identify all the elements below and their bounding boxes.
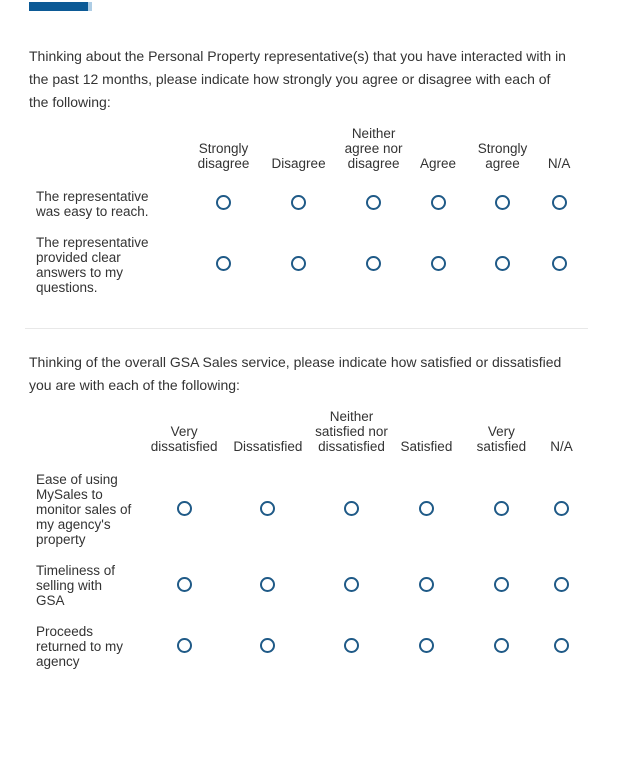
column-header-text: Very satisfied: [476, 424, 527, 454]
column-header: [546, 409, 577, 464]
radio-cell: [396, 464, 457, 555]
column-header: [412, 126, 464, 181]
radio-button[interactable]: [260, 577, 275, 592]
row-label-text: Proceeds returned to my agency: [36, 624, 124, 669]
radio-button[interactable]: [216, 195, 231, 210]
radio-button[interactable]: [366, 195, 381, 210]
column-header: [185, 126, 262, 181]
row-label-text: Ease of using MySales to monitor sales of my agency's property: [36, 472, 132, 547]
section-divider: [25, 328, 588, 329]
radio-cell: [140, 555, 229, 616]
column-header: [229, 409, 307, 464]
row-label-text: Timeliness of selling with GSA: [36, 563, 116, 608]
matrix-row: [29, 227, 577, 303]
radio-cell: [457, 464, 546, 555]
column-header-text: Dissatisfied: [233, 439, 303, 454]
matrix-header-row: [29, 126, 577, 181]
radio-button[interactable]: [552, 256, 567, 271]
column-header-text: Strongly agree: [477, 141, 528, 171]
radio-cell: [307, 616, 396, 677]
radio-button[interactable]: [495, 195, 510, 210]
matrix-row: [29, 181, 577, 227]
column-header-text: Disagree: [271, 156, 326, 171]
radio-cell: [262, 227, 335, 303]
radio-cell: [335, 181, 412, 227]
radio-cell: [457, 616, 546, 677]
radio-cell: [229, 616, 307, 677]
radio-cell: [229, 555, 307, 616]
radio-cell: [412, 181, 464, 227]
radio-button[interactable]: [419, 638, 434, 653]
column-header: [464, 126, 541, 181]
radio-button[interactable]: [419, 501, 434, 516]
radio-cell: [541, 181, 577, 227]
radio-cell: [262, 181, 335, 227]
column-header: [335, 126, 412, 181]
matrix-row: [29, 555, 577, 616]
radio-button[interactable]: [554, 638, 569, 653]
radio-cell: [464, 181, 541, 227]
row-label: [29, 616, 140, 677]
radio-cell: [335, 227, 412, 303]
radio-button[interactable]: [344, 638, 359, 653]
radio-button[interactable]: [260, 638, 275, 653]
radio-button[interactable]: [366, 256, 381, 271]
column-header: [457, 409, 546, 464]
question-block-satisfaction: [29, 351, 588, 677]
radio-cell: [546, 555, 577, 616]
radio-cell: [396, 616, 457, 677]
column-header: [262, 126, 335, 181]
radio-cell: [185, 227, 262, 303]
column-header: [396, 409, 457, 464]
radio-cell: [140, 464, 229, 555]
radio-button[interactable]: [554, 501, 569, 516]
matrix-row: [29, 464, 577, 555]
radio-button[interactable]: [177, 501, 192, 516]
column-header-text: N/A: [547, 156, 571, 171]
radio-button[interactable]: [177, 577, 192, 592]
radio-button[interactable]: [552, 195, 567, 210]
column-header-text: Strongly disagree: [197, 141, 250, 171]
radio-cell: [396, 555, 457, 616]
radio-button[interactable]: [494, 501, 509, 516]
radio-cell: [307, 464, 396, 555]
radio-button[interactable]: [431, 256, 446, 271]
row-label-text: The representative was easy to reach.: [36, 189, 149, 219]
radio-button[interactable]: [344, 501, 359, 516]
column-header-text: Very dissatisfied: [150, 424, 218, 454]
radio-button[interactable]: [419, 577, 434, 592]
column-header-text: N/A: [550, 439, 573, 454]
row-label: [29, 464, 140, 555]
column-header-text: Neither agree nor disagree: [344, 126, 403, 171]
row-label: [29, 555, 140, 616]
matrix-corner-cell: [29, 126, 185, 181]
column-header-text: Neither satisfied nor dissatisfied: [315, 409, 388, 454]
radio-cell: [307, 555, 396, 616]
row-label: [29, 227, 185, 303]
satisfaction-matrix-table: [29, 409, 577, 677]
agreement-matrix-table: [29, 126, 577, 303]
progress-bar: [29, 2, 92, 11]
row-label-text: The representative provided clear answers to my questions.: [36, 235, 149, 295]
column-header-text: Satisfied: [400, 439, 453, 454]
radio-button[interactable]: [494, 577, 509, 592]
column-header: [541, 126, 577, 181]
radio-cell: [140, 616, 229, 677]
progress-bar-fill: [29, 2, 88, 11]
column-header: [307, 409, 396, 464]
radio-button[interactable]: [554, 577, 569, 592]
radio-button[interactable]: [291, 256, 306, 271]
radio-button[interactable]: [177, 638, 192, 653]
radio-button[interactable]: [431, 195, 446, 210]
column-header-text: Agree: [420, 156, 457, 171]
radio-button[interactable]: [344, 577, 359, 592]
matrix-row: [29, 616, 577, 677]
radio-button[interactable]: [495, 256, 510, 271]
radio-button[interactable]: [291, 195, 306, 210]
radio-cell: [541, 227, 577, 303]
question-text: Thinking of the overall GSA Sales service, please indicate how satisfied or dissatisfied you are with each of the following:: [29, 354, 562, 393]
radio-cell: [229, 464, 307, 555]
question-block-agreement: [29, 45, 588, 303]
radio-cell: [464, 227, 541, 303]
radio-button[interactable]: [260, 501, 275, 516]
column-header: [140, 409, 229, 464]
radio-cell: [546, 616, 577, 677]
radio-cell: [457, 555, 546, 616]
radio-button[interactable]: [216, 256, 231, 271]
matrix-corner-cell: [29, 409, 140, 464]
radio-button[interactable]: [494, 638, 509, 653]
radio-cell: [412, 227, 464, 303]
matrix-header-row: [29, 409, 577, 464]
question-text: Thinking about the Personal Property representative(s) that you have interacted with in the past 12 months, please indicate how strongly you agree or disagree with each of the following:: [29, 48, 566, 110]
radio-cell: [546, 464, 577, 555]
radio-cell: [185, 181, 262, 227]
row-label: [29, 181, 185, 227]
